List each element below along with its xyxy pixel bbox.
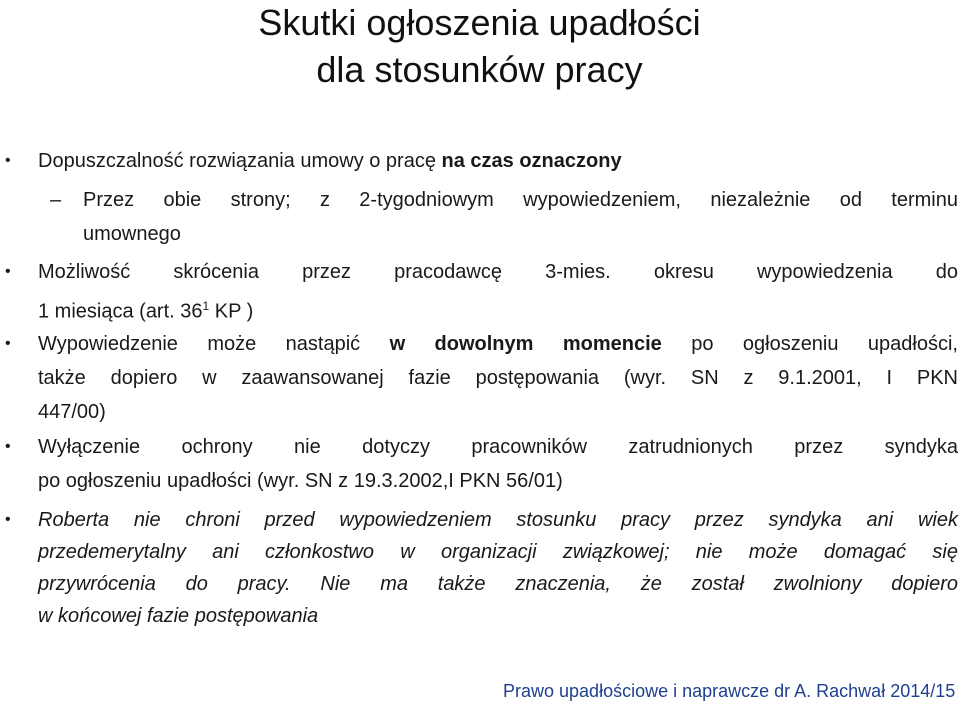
bullet-item-5-line-2: przedemerytalny ani członkostwo w organizacji związkowej; nie może domagać się [38, 541, 958, 563]
bullet-icon: • [5, 152, 11, 169]
bullet-item-2-line-1: Możliwość skrócenia przez pracodawcę 3-mies. okresu wypowiedzenia do [38, 261, 958, 283]
sub-item-1-line-2: umownego [83, 223, 181, 245]
bullet-item-4-line-2: po ogłoszeniu upadłości (wyr. SN z 19.3.2002,I PKN 56/01) [38, 470, 563, 492]
bullet-item-5-line-4: w końcowej fazie postępowania [38, 605, 319, 627]
dash-icon: – [50, 189, 62, 211]
bullet-1-text: Dopuszczalność rozwiązania umowy o pracę [38, 150, 442, 172]
bullet-2-text-a: 1 miesiąca (art. 36 [38, 300, 203, 323]
bullet-item-3-line-3: 447/00) [38, 401, 106, 423]
sub-item-1-line-1: Przez obie strony; z 2-tygodniowym wypowiedzeniem, niezależnie od terminu [83, 189, 958, 211]
bullet-icon: • [5, 438, 11, 455]
bullet-icon: • [5, 335, 11, 352]
bullet-item-5-line-1: Roberta nie chroni przed wypowiedzeniem stosunku pracy przez syndyka ani wiek [38, 509, 958, 531]
bullet-2-superscript: 1 [202, 299, 210, 313]
bullet-3-text-a: Wypowiedzenie może nastąpić [38, 333, 390, 355]
bullet-3-text-b: po ogłoszeniu upadłości, [661, 333, 958, 355]
slide-title-line-1: Skutki ogłoszenia upadłości [258, 2, 701, 43]
bullet-icon: • [5, 511, 11, 528]
bullet-item-5-line-3: przywrócenia do pracy. Nie ma także znaczenia, że został zwolniony dopiero [38, 573, 958, 595]
bullet-item-1 [38, 144, 958, 178]
bullet-item-2-line-2 [38, 289, 958, 329]
bullet-2-text-b: KP ) [209, 300, 254, 323]
bullet-3-bold-text: w dowolnym momencie [389, 333, 662, 355]
bullet-1-bold-text: na czas oznaczony [441, 150, 622, 172]
bullet-item-3-line-1 [38, 327, 958, 361]
bullet-icon: • [5, 263, 11, 280]
bullet-item-4-line-1: Wyłączenie ochrony nie dotyczy pracowników zatrudnionych przez syndyka [38, 436, 958, 458]
slide-footer: Prawo upadłościowe i naprawcze dr A. Rachwał 2014/15 [503, 681, 956, 701]
bullet-item-3-line-2: także dopiero w zaawansowanej fazie postępowania (wyr. SN z 9.1.2001, I PKN [38, 367, 958, 389]
slide-title-line-2: dla stosunków pracy [316, 49, 643, 90]
